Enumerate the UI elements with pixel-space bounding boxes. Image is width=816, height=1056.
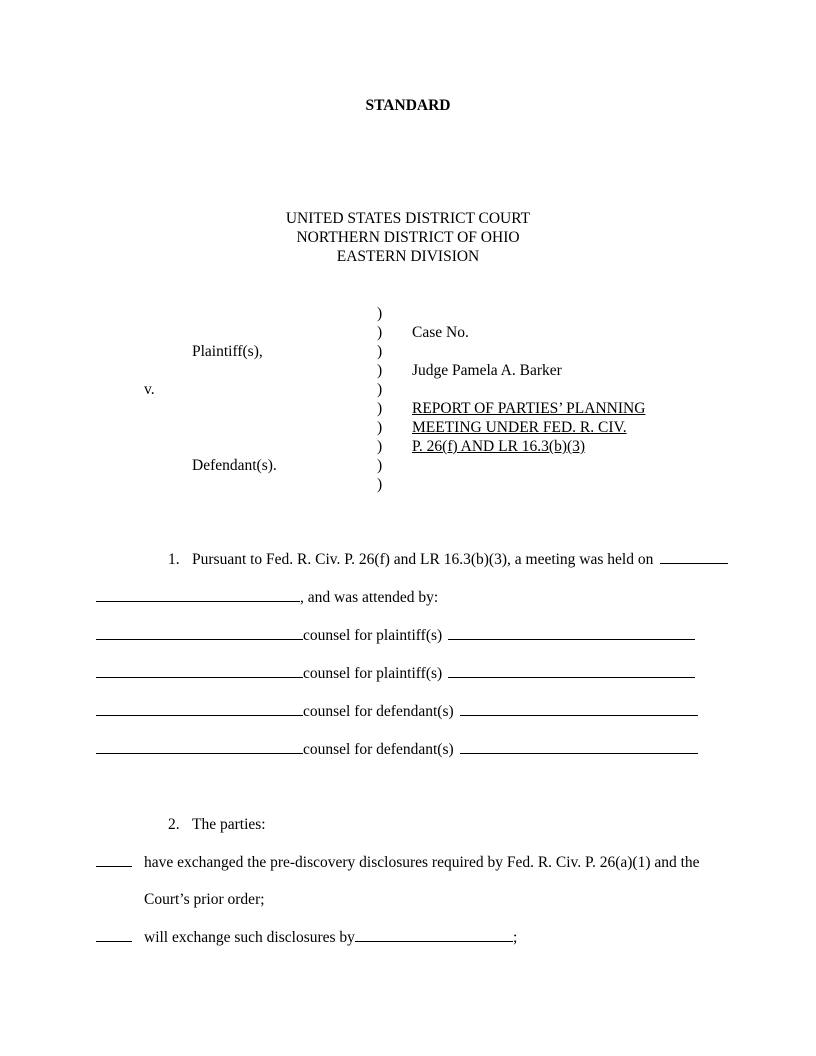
court-district: NORTHERN DISTRICT OF OHIO — [296, 229, 520, 246]
section-1-intro-text: Pursuant to Fed. R. Civ. P. 26(f) and LR 16.3(b)(3), a meeting was held on — [192, 551, 654, 568]
option-2-text: will exchange such disclosures by — [144, 929, 355, 946]
attendee-row — [96, 664, 695, 683]
section-1-intro — [192, 550, 728, 569]
caption-paren: ) — [377, 381, 383, 398]
option-2-checkbox-line[interactable] — [96, 928, 132, 942]
caption-paren: ) — [377, 457, 383, 474]
attendee-row — [96, 626, 695, 645]
option-1-text-continued: Court’s prior order; — [144, 891, 265, 908]
judge-name: Judge Pamela A. Barker — [412, 362, 562, 379]
report-title-line: REPORT OF PARTIES’ PLANNING — [412, 400, 646, 417]
attendee-name-field[interactable] — [96, 702, 303, 716]
court-division: EASTERN DIVISION — [336, 248, 480, 265]
meeting-location-field[interactable] — [96, 588, 300, 602]
section-1-number: 1. — [168, 551, 180, 568]
attendee-firm-field[interactable] — [448, 664, 695, 678]
attendee-firm-field[interactable] — [460, 702, 698, 716]
attendee-firm-field[interactable] — [448, 626, 695, 640]
section-2-intro: The parties: — [192, 816, 266, 833]
section-1-continuation — [96, 588, 438, 607]
section-2-number: 2. — [168, 816, 180, 833]
court-name: UNITED STATES DISTRICT COURT — [285, 210, 531, 227]
attendee-firm-field[interactable] — [460, 740, 698, 754]
attendee-name-field[interactable] — [96, 626, 303, 640]
caption-paren: ) — [377, 476, 383, 493]
attendee-row — [96, 740, 698, 759]
option-1-text: have exchanged the pre-discovery disclosures required by Fed. R. Civ. P. 26(a)(1) and the — [144, 854, 700, 871]
caption-paren: ) — [377, 419, 383, 436]
disclosure-date-field[interactable] — [355, 928, 513, 942]
defendant-label: Defendant(s). — [192, 457, 277, 474]
attendee-name-field[interactable] — [96, 664, 303, 678]
report-title-line: P. 26(f) AND LR 16.3(b)(3) — [412, 438, 586, 455]
option-2-row — [144, 928, 517, 947]
attendee-role: counsel for plaintiff(s) — [303, 665, 443, 682]
caption-paren: ) — [377, 305, 383, 322]
versus-label: v. — [144, 381, 155, 398]
option-1-checkbox-line[interactable] — [96, 853, 132, 867]
case-number-label: Case No. — [412, 324, 469, 341]
attendee-role: counsel for defendant(s) — [303, 741, 454, 758]
plaintiff-label: Plaintiff(s), — [192, 343, 263, 360]
caption-paren: ) — [377, 438, 383, 455]
attendee-name-field[interactable] — [96, 740, 303, 754]
attendee-role: counsel for defendant(s) — [303, 703, 454, 720]
caption-paren: ) — [377, 324, 383, 341]
meeting-date-field[interactable] — [660, 550, 728, 564]
document-header: STANDARD — [365, 97, 451, 114]
attendee-role: counsel for plaintiff(s) — [303, 627, 443, 644]
caption-paren: ) — [377, 343, 383, 360]
option-2-end: ; — [512, 929, 518, 946]
report-title-line: MEETING UNDER FED. R. CIV. — [412, 419, 627, 436]
attended-by-text: , and was attended by: — [300, 589, 439, 606]
caption-paren: ) — [377, 400, 383, 417]
caption-paren: ) — [377, 362, 383, 379]
attendee-row — [96, 702, 698, 721]
